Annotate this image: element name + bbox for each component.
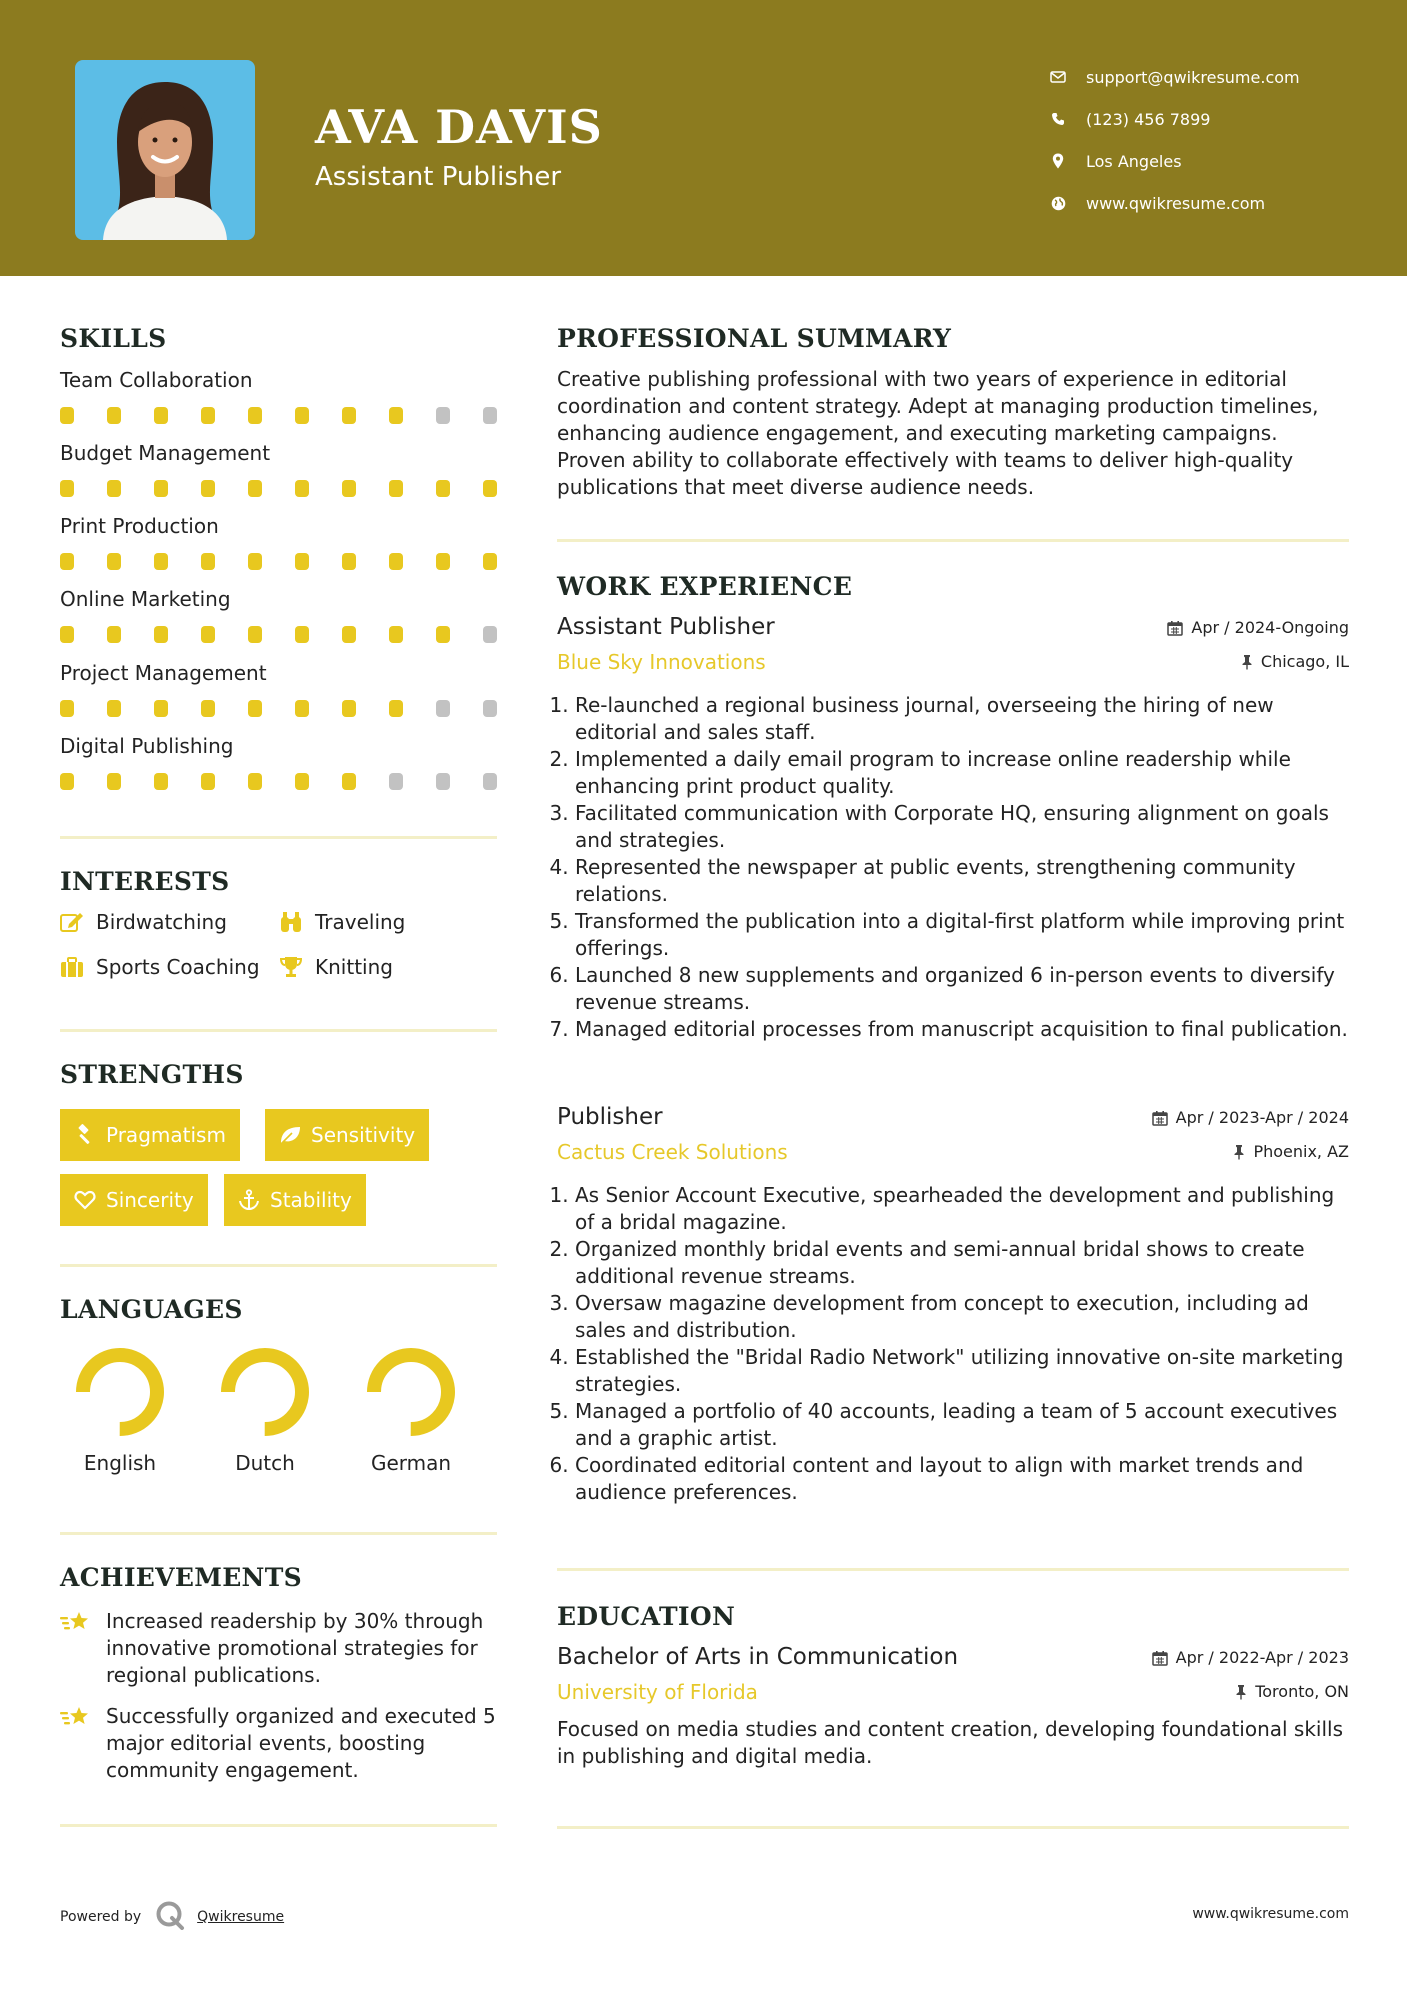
skill-dot-filled xyxy=(154,700,168,717)
skill-item xyxy=(60,366,497,424)
skill-rating xyxy=(60,773,497,790)
skill-dot-filled xyxy=(107,553,121,570)
contact-website-text: www.qwikresume.com xyxy=(1086,193,1266,213)
job-bullet: 3. Facilitated communication with Corporate HQ, ensuring alignment on goals and strategies. xyxy=(575,800,1349,854)
job-bullet: 5. Managed a portfolio of 40 accounts, leading a team of 5 account executives and a graphic artist. xyxy=(575,1398,1349,1452)
skill-dot-filled xyxy=(248,480,262,497)
skill-dot-filled xyxy=(248,700,262,717)
skill-dot-empty xyxy=(483,626,497,643)
candidate-title: Assistant Publisher xyxy=(315,162,562,192)
job-date xyxy=(1167,618,1349,637)
language-item xyxy=(55,1347,185,1475)
powered-by-text: Powered by xyxy=(60,1909,142,1925)
education-date-text: Apr / 2022-Apr / 2023 xyxy=(1175,1648,1349,1667)
language-name: Dutch xyxy=(235,1451,295,1475)
map-pin-icon xyxy=(1050,153,1066,169)
job-title: Assistant Publisher xyxy=(557,614,775,640)
skill-dot-filled xyxy=(60,407,74,424)
job-bullet: 6. Coordinated editorial content and layout to align with market trends and audience preferences. xyxy=(575,1452,1349,1506)
footer-website[interactable]: www.qwikresume.com xyxy=(1192,1906,1349,1922)
achievement-text: Increased readership by 30% through innovative promotional strategies for regional publications. xyxy=(106,1609,484,1687)
skill-dot-filled xyxy=(342,407,356,424)
skill-dot-filled xyxy=(201,480,215,497)
strength-label: Sensitivity xyxy=(311,1123,416,1147)
contact-email-text: support@qwikresume.com xyxy=(1086,67,1300,87)
job-bullet: 1. As Senior Account Executive, spearheaded the development and publishing of a bridal magazine. xyxy=(575,1182,1349,1236)
gavel-icon xyxy=(74,1124,96,1146)
skill-rating xyxy=(60,626,497,643)
contact-phone[interactable] xyxy=(1050,98,1380,140)
skill-item xyxy=(60,732,497,790)
language-level-arc xyxy=(83,1355,157,1429)
trophy-icon xyxy=(279,955,303,979)
contact-location xyxy=(1050,140,1380,182)
contact-website[interactable] xyxy=(1050,182,1380,224)
skill-dot-filled xyxy=(154,626,168,643)
achievement-text: Successfully organized and executed 5 major editorial events, boosting community engagement. xyxy=(106,1704,496,1782)
skill-item xyxy=(60,659,497,717)
section-divider xyxy=(60,1824,497,1827)
skill-item xyxy=(60,439,497,497)
skill-dot-filled xyxy=(107,407,121,424)
skill-dot-filled xyxy=(389,480,403,497)
briefcase-icon xyxy=(60,955,84,979)
calendar-icon xyxy=(1152,1650,1168,1666)
school-name: University of Florida xyxy=(557,1680,758,1704)
interest-item xyxy=(279,955,393,979)
skill-dot-filled xyxy=(201,407,215,424)
job-bullet: 5. Transformed the publication into a digital-first platform while improving print offerings. xyxy=(575,908,1349,962)
skill-rating xyxy=(60,480,497,497)
contact-email[interactable] xyxy=(1050,56,1380,98)
skill-name: Team Collaboration xyxy=(60,368,253,392)
skill-dot-filled xyxy=(201,773,215,790)
strength-badge xyxy=(265,1109,429,1161)
skill-dot-filled xyxy=(201,700,215,717)
interest-label: Sports Coaching xyxy=(96,955,260,979)
section-divider xyxy=(60,1264,497,1267)
skill-dot-filled xyxy=(389,626,403,643)
language-gauge xyxy=(75,1347,165,1437)
pushpin-icon xyxy=(1235,1684,1247,1700)
job-bullet: 1. Re-launched a regional business journal, overseeing the hiring of new editorial and sales staff. xyxy=(575,692,1349,746)
job-bullet: 6. Launched 8 new supplements and organized 6 in-person events to diversify revenue streams. xyxy=(575,962,1349,1016)
skill-dot-empty xyxy=(483,700,497,717)
contact-phone-text: (123) 456 7899 xyxy=(1086,109,1211,129)
skill-dot-filled xyxy=(342,553,356,570)
skill-dot-filled xyxy=(342,626,356,643)
pushpin-icon xyxy=(1241,654,1253,670)
strength-badge xyxy=(60,1109,240,1161)
skill-dot-filled xyxy=(154,553,168,570)
skill-dot-filled xyxy=(295,480,309,497)
skill-dot-empty xyxy=(436,407,450,424)
job-date-text: Apr / 2023-Apr / 2024 xyxy=(1175,1108,1349,1127)
skill-dot-filled xyxy=(107,773,121,790)
skill-dot-filled xyxy=(389,407,403,424)
language-name: German xyxy=(370,1451,452,1475)
language-level-arc xyxy=(374,1355,448,1429)
skill-dot-filled xyxy=(342,480,356,497)
profile-photo xyxy=(75,60,255,240)
interest-item xyxy=(60,955,260,979)
interest-label: Traveling xyxy=(315,910,406,934)
degree-title: Bachelor of Arts in Communication xyxy=(557,1644,959,1670)
strength-label: Stability xyxy=(270,1188,352,1212)
education-heading: EDUCATION xyxy=(557,1602,736,1631)
phone-icon xyxy=(1050,111,1066,127)
leaf-icon xyxy=(279,1124,301,1146)
skill-dot-filled xyxy=(342,700,356,717)
shooting-star-icon xyxy=(60,1703,92,1735)
skill-dot-filled xyxy=(295,773,309,790)
job-entry xyxy=(557,614,1349,1043)
calendar-icon xyxy=(1152,1110,1168,1126)
skill-dot-filled xyxy=(436,626,450,643)
skill-dot-filled xyxy=(60,626,74,643)
skill-dot-filled xyxy=(248,773,262,790)
job-entry xyxy=(557,1104,1349,1506)
company-name: Cactus Creek Solutions xyxy=(557,1140,788,1164)
job-location xyxy=(1241,652,1349,671)
language-item xyxy=(200,1347,330,1475)
anchor-icon xyxy=(238,1189,260,1211)
globe-icon xyxy=(1050,195,1066,211)
job-location-text: Phoenix, AZ xyxy=(1253,1142,1349,1161)
skill-dot-empty xyxy=(483,407,497,424)
skill-name: Print Production xyxy=(60,514,219,538)
resume-header xyxy=(0,0,1407,276)
skill-name: Online Marketing xyxy=(60,587,231,611)
achievement-item xyxy=(60,1703,500,1784)
job-bullet: 2. Organized monthly bridal events and semi-annual bridal shows to create additional revenue streams. xyxy=(575,1236,1349,1290)
skill-dot-filled xyxy=(295,700,309,717)
interests-heading: INTERESTS xyxy=(60,867,230,896)
qwikresume-logo-icon xyxy=(155,1900,185,1934)
section-divider xyxy=(60,1029,497,1032)
skill-rating xyxy=(60,553,497,570)
education-location xyxy=(1235,1682,1349,1701)
skill-item xyxy=(60,585,497,643)
achievements-heading: ACHIEVEMENTS xyxy=(60,1563,302,1592)
education-location-text: Toronto, ON xyxy=(1255,1682,1349,1701)
interest-item xyxy=(279,910,405,934)
skill-rating xyxy=(60,700,497,717)
skill-dot-empty xyxy=(483,773,497,790)
skill-dot-filled xyxy=(295,553,309,570)
skill-dot-empty xyxy=(436,773,450,790)
edit-icon xyxy=(60,910,84,934)
contact-location-text: Los Angeles xyxy=(1086,151,1182,171)
summary-heading: PROFESSIONAL SUMMARY xyxy=(557,324,952,353)
language-level-arc xyxy=(228,1355,302,1429)
education-date xyxy=(1152,1648,1349,1667)
envelope-icon xyxy=(1050,69,1066,85)
heart-icon xyxy=(74,1189,96,1211)
job-location xyxy=(1233,1142,1349,1161)
skill-dot-filled xyxy=(201,553,215,570)
job-location-text: Chicago, IL xyxy=(1260,652,1349,671)
footer-powered-by xyxy=(60,1900,284,1934)
language-gauge xyxy=(366,1347,456,1437)
skill-name: Digital Publishing xyxy=(60,734,234,758)
skill-dot-filled xyxy=(154,773,168,790)
section-divider xyxy=(557,1568,1349,1571)
skills-heading: SKILLS xyxy=(60,324,167,353)
calendar-icon xyxy=(1167,620,1183,636)
pushpin-icon xyxy=(1233,1144,1245,1160)
skill-dot-empty xyxy=(436,700,450,717)
job-date xyxy=(1152,1108,1349,1127)
skill-dot-filled xyxy=(248,553,262,570)
job-bullet: 4. Represented the newspaper at public events, strengthening community relations. xyxy=(575,854,1349,908)
strength-badge xyxy=(60,1174,208,1226)
skill-dot-filled xyxy=(295,626,309,643)
achievement-item xyxy=(60,1608,500,1689)
education-description: Focused on media studies and content creation, developing foundational skills in publishing and digital media. xyxy=(557,1717,1344,1768)
job-bullet: 4. Established the "Bridal Radio Network" utilizing innovative on-site marketing strategies. xyxy=(575,1344,1349,1398)
job-bullet: 2. Implemented a daily email program to increase online readership while enhancing print product quality. xyxy=(575,746,1349,800)
job-bullets xyxy=(557,692,1349,1043)
language-name: English xyxy=(83,1451,157,1475)
skill-rating xyxy=(60,407,497,424)
skill-dot-filled xyxy=(389,700,403,717)
candidate-name: AVA DAVIS xyxy=(315,100,603,154)
section-divider xyxy=(60,1532,497,1535)
job-title: Publisher xyxy=(557,1104,663,1130)
education-entry xyxy=(557,1644,1349,1770)
job-bullets xyxy=(557,1182,1349,1506)
skill-dot-filled xyxy=(154,480,168,497)
skill-dot-filled xyxy=(60,553,74,570)
skill-dot-filled xyxy=(60,700,74,717)
strength-badge xyxy=(224,1174,366,1226)
skill-dot-filled xyxy=(107,626,121,643)
strength-label: Sincerity xyxy=(106,1188,194,1212)
skill-dot-filled xyxy=(60,480,74,497)
shooting-star-icon xyxy=(60,1608,92,1640)
skill-dot-empty xyxy=(389,773,403,790)
interest-item xyxy=(60,910,227,934)
language-gauge xyxy=(220,1347,310,1437)
skill-dot-filled xyxy=(436,480,450,497)
skill-name: Project Management xyxy=(60,661,267,685)
skill-dot-filled xyxy=(107,700,121,717)
section-divider xyxy=(60,836,497,839)
experience-heading: WORK EXPERIENCE xyxy=(557,572,853,601)
contact-list xyxy=(1050,56,1380,224)
skill-name: Budget Management xyxy=(60,441,271,465)
skill-dot-filled xyxy=(389,553,403,570)
skill-dot-filled xyxy=(248,626,262,643)
qwikresume-link[interactable]: Qwikresume xyxy=(197,1909,285,1925)
skill-dot-filled xyxy=(483,480,497,497)
skill-dot-filled xyxy=(436,553,450,570)
job-bullet: 3. Oversaw magazine development from concept to execution, including ad sales and distribution. xyxy=(575,1290,1349,1344)
languages-heading: LANGUAGES xyxy=(60,1295,243,1324)
skill-dot-filled xyxy=(60,773,74,790)
skill-dot-filled xyxy=(342,773,356,790)
strength-label: Pragmatism xyxy=(106,1123,226,1147)
job-date-text: Apr / 2024-Ongoing xyxy=(1191,618,1349,637)
skill-dot-filled xyxy=(107,480,121,497)
interest-label: Birdwatching xyxy=(96,910,227,934)
job-bullet: 7. Managed editorial processes from manuscript acquisition to final publication. xyxy=(575,1016,1349,1043)
summary-text: Creative publishing professional with two years of experience in editorial coordination and content strategy. Adept at managing production timelines, enhancing audience engagement, and executing marketing campaigns. Proven ability to collaborate effectively with teams to deliver high-quality publications that meet diverse audience needs. xyxy=(557,367,1319,499)
skill-dot-filled xyxy=(154,407,168,424)
skill-dot-filled xyxy=(483,553,497,570)
section-divider xyxy=(557,1826,1349,1829)
skill-dot-filled xyxy=(295,407,309,424)
skill-dot-filled xyxy=(248,407,262,424)
strengths-heading: STRENGTHS xyxy=(60,1060,244,1089)
company-name: Blue Sky Innovations xyxy=(557,650,766,674)
language-item xyxy=(346,1347,476,1475)
binoculars-icon xyxy=(279,910,303,934)
skill-dot-filled xyxy=(201,626,215,643)
section-divider xyxy=(557,539,1349,542)
interest-label: Knitting xyxy=(315,955,393,979)
skill-item xyxy=(60,512,497,570)
